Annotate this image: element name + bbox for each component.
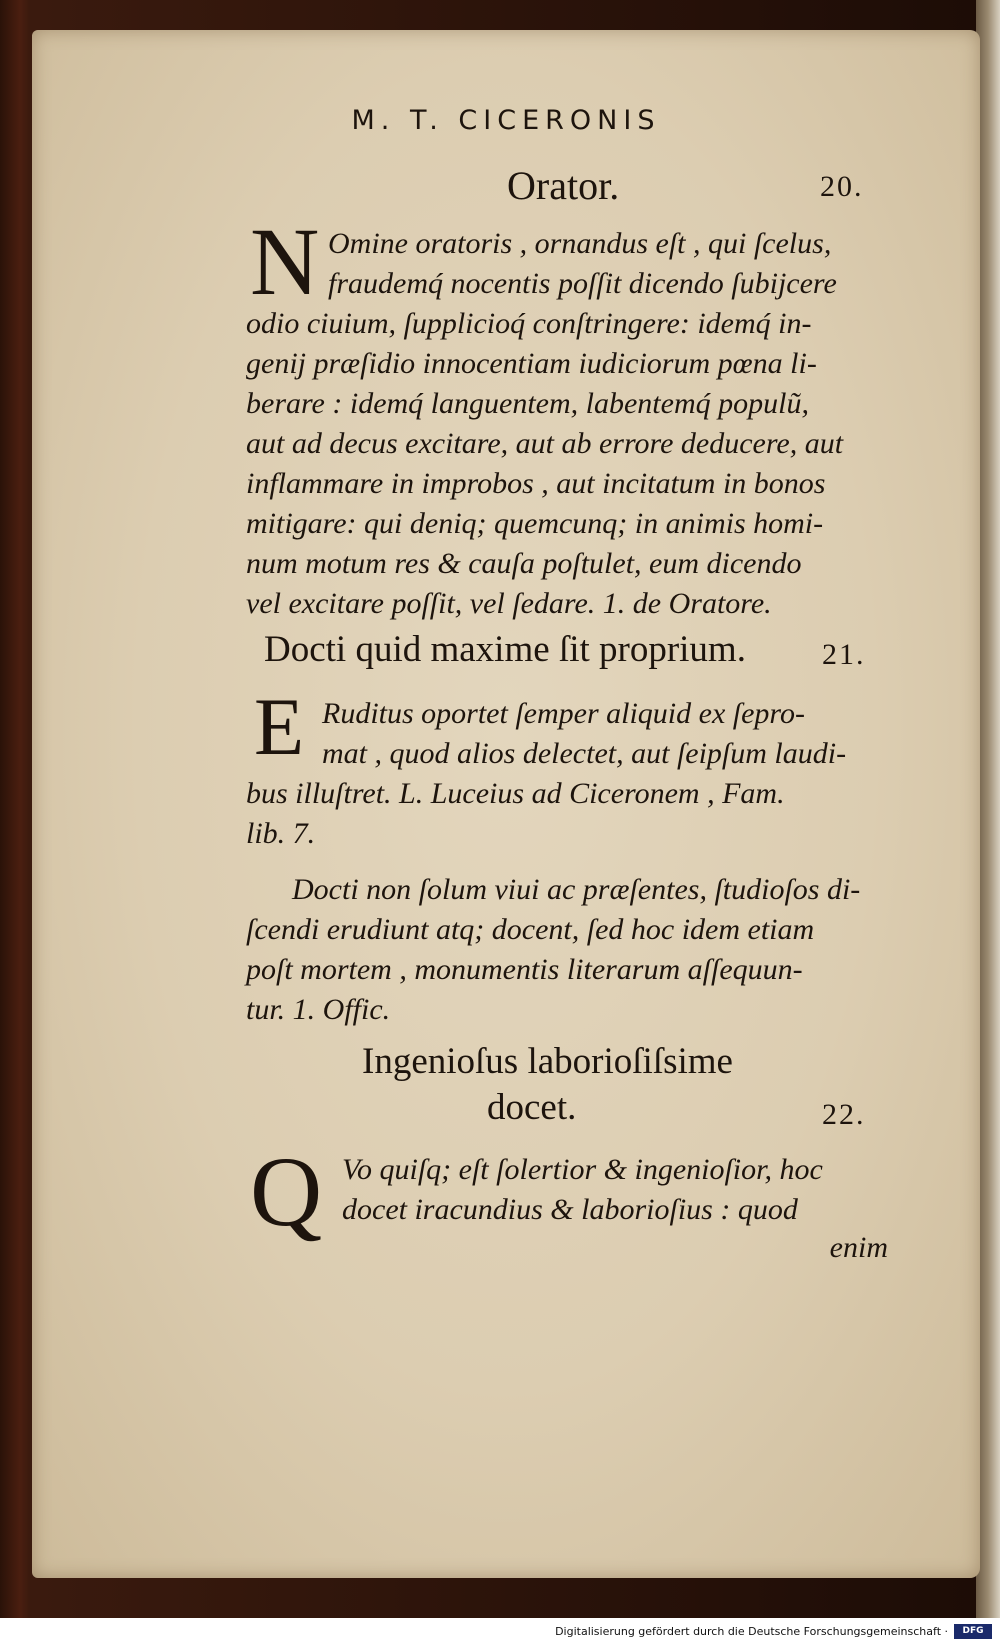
paragraph-docti-first-lines [322,694,888,774]
dropcap-n: N [250,208,320,315]
catchword [792,1228,888,1268]
book-page [32,30,980,1578]
text-line: ſcendi erudiunt atq; docent, ſed hoc idem etiam [246,913,815,946]
footer-credit: Digitalisierung gefördert durch die Deutsche Forschungsgemeinschaft · [555,1625,948,1638]
dropcap-e: E [254,681,305,772]
section-number-22: 22. [822,1098,866,1131]
text-line: num motum res & cauſa poſtulet, eum dicendo [246,547,802,580]
text-line: odio ciuium, ſupplicioq́ conſtringere: idemq́ in- [246,307,812,340]
text-line: tur. 1. Offic. [246,993,391,1026]
running-head: M. T. CICERONIS [351,105,661,136]
dropcap-q: Q [250,1136,323,1247]
text-line: genij præſidio innocentiam iudiciorum pœna li- [246,347,817,380]
text-line: Ruditus oportet ſemper aliquid ex ſepro- [322,697,805,730]
paragraph-docti-second [246,870,886,1030]
text-line: docet iracundius & laborioſius : quod [342,1193,798,1226]
paragraph-docti [246,774,886,854]
text-line: lib. 7. [246,817,316,850]
section-title-orator: Orator. [507,163,620,208]
text-line: Docti non ſolum viui ac præſentes, ſtudioſos di- [292,873,861,906]
section-number-20: 20. [820,170,864,203]
section-title-ingeniosus: Ingenioſus laborioſiſsime [362,1041,733,1082]
text-line: poſt mortem , monumentis literarum aſſequun- [246,953,803,986]
text-line: vel excitare poſſit, vel ſedare. 1. de Oratore. [246,587,772,620]
text-line: aut ad decus excitare, aut ab errore deducere, aut [246,427,844,460]
section-title-docti: Docti quid maxime ſit proprium. [264,629,746,670]
paragraph-orator-first-lines [328,224,888,304]
text-line: fraudemq́ nocentis poſſit dicendo ſubijcere [328,267,837,300]
text-line: Vo quiſq; eſt ſolertior & ingenioſior, hoc [342,1153,823,1186]
text-line: enim [829,1231,888,1264]
section-title-ingeniosus-line2: docet. [487,1087,577,1128]
text-line: berare : idemq́ languentem, labentemq́ populũ, [246,387,809,420]
section-number-21: 21. [822,638,866,671]
text-line: inflammare in improbos , aut incitatum in bonos [246,467,826,500]
dfg-logo: DFG [954,1624,992,1639]
text-line: mitigare: qui deniq; quemcunq; in animis homi- [246,507,824,540]
text-line: bus illuſtret. L. Luceius ad Ciceronem , Fam. [246,777,785,810]
paragraph-ingeniosus [342,1150,888,1230]
paragraph-orator [246,304,886,624]
text-line: Omine oratoris , ornandus eſt , qui ſcelus, [328,227,832,260]
text-line: mat , quod alios delectet, aut ſeipſum laudi- [322,737,847,770]
